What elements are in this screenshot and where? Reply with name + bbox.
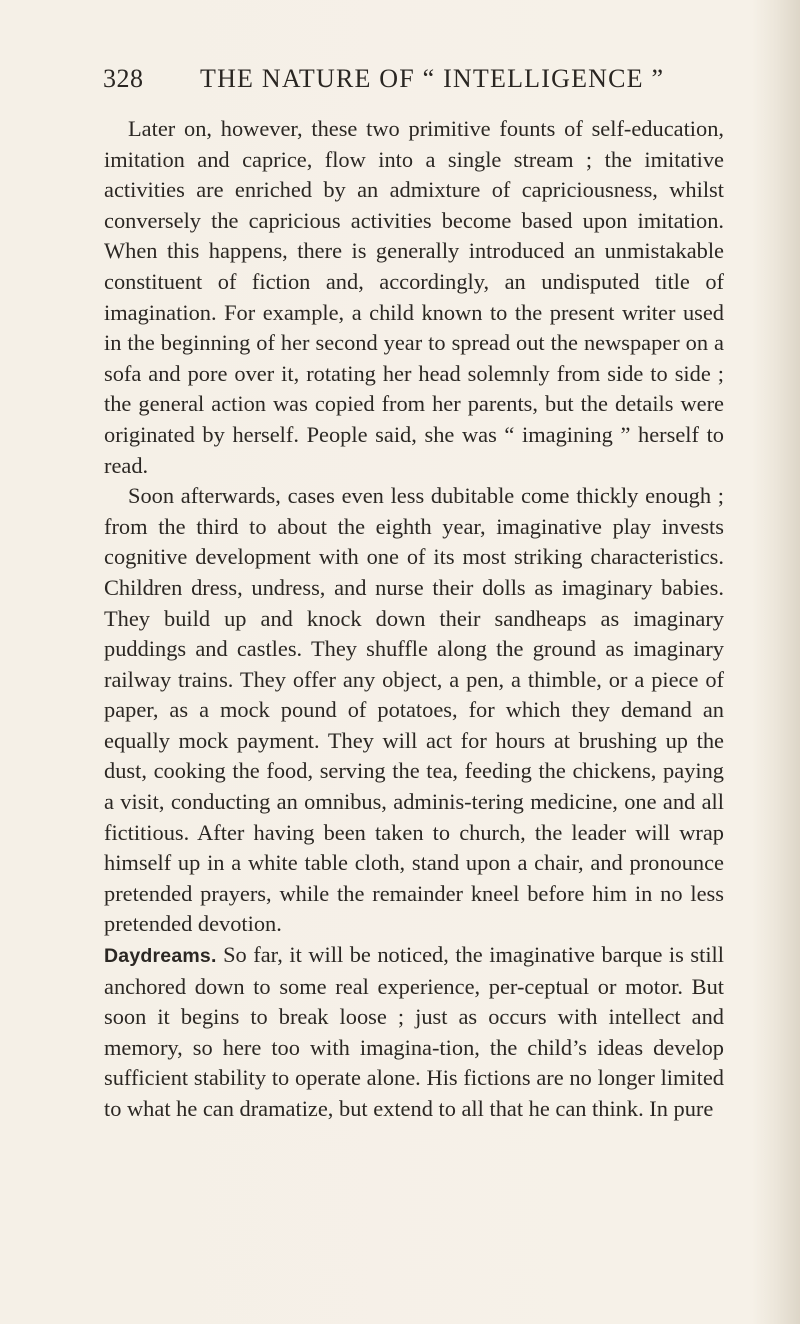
paragraph-2: Soon afterwards, cases even less dubitable come thickly enough ; from the third to about the eighth year, imaginative play invests cognitive development with one of its most striking characteristics. Children dress, undress, and nurse their dolls as imaginary babies. They build up and knock down their sandheaps as imaginary puddings and castles. They shuffle along the ground as imaginary railway trains. They offer any object, a pen, a thimble, or a piece of paper, as a mock pound of potatoes, for which they demand an equally mock payment. They will act for hours at brushing up the dust, cooking the food, serving the tea, feeding the chickens, paying a visit, conducting an omnibus, adminis-tering medicine, one and all fictitious. After having been taken to church, the leader will wrap himself up in a white table cloth, stand upon a chair, and pronounce pretended prayers, while the remainder kneel before him in no less pretended devotion. — [104, 483, 724, 937]
body-text — [104, 114, 724, 1125]
running-head — [103, 64, 703, 98]
paragraph-1: Later on, however, these two primitive founts of self-education, imitation and caprice, flow into a single stream ; the imitative activities are enriched by an admixture of capriciousness, whilst conversely the capricious activities become based upon imitation. When this happens, there is generally introduced an unmistakable constituent of fiction and, accordingly, an undisputed title of imagination. For example, a child known to the present writer used in the beginning of her second year to spread out the newspaper on a sofa and pore over it, rotating her head solemnly from side to side ; the general action was copied from her parents, but the details were originated by herself. People said, she was “ imagining ” herself to read. — [104, 116, 724, 478]
paragraph-3 — [104, 940, 724, 1125]
running-head-title: THE NATURE OF “ INTELLIGENCE ” — [200, 64, 665, 93]
page-number: 328 — [103, 64, 144, 93]
section-heading-daydreams: Daydreams. — [104, 945, 217, 968]
paragraph-3-text: So far, it will be noticed, the imaginative barque is still anchored down to some real experience, per-ceptual or motor. But soon it begins to break loose ; just as occurs with intellect and memory, so here too with imagina-tion, the child’s ideas develop sufficient stability to operate alone. His fictions are no longer limited to what he can dramatize, but extend to all that he can think. In pure — [104, 942, 724, 1121]
